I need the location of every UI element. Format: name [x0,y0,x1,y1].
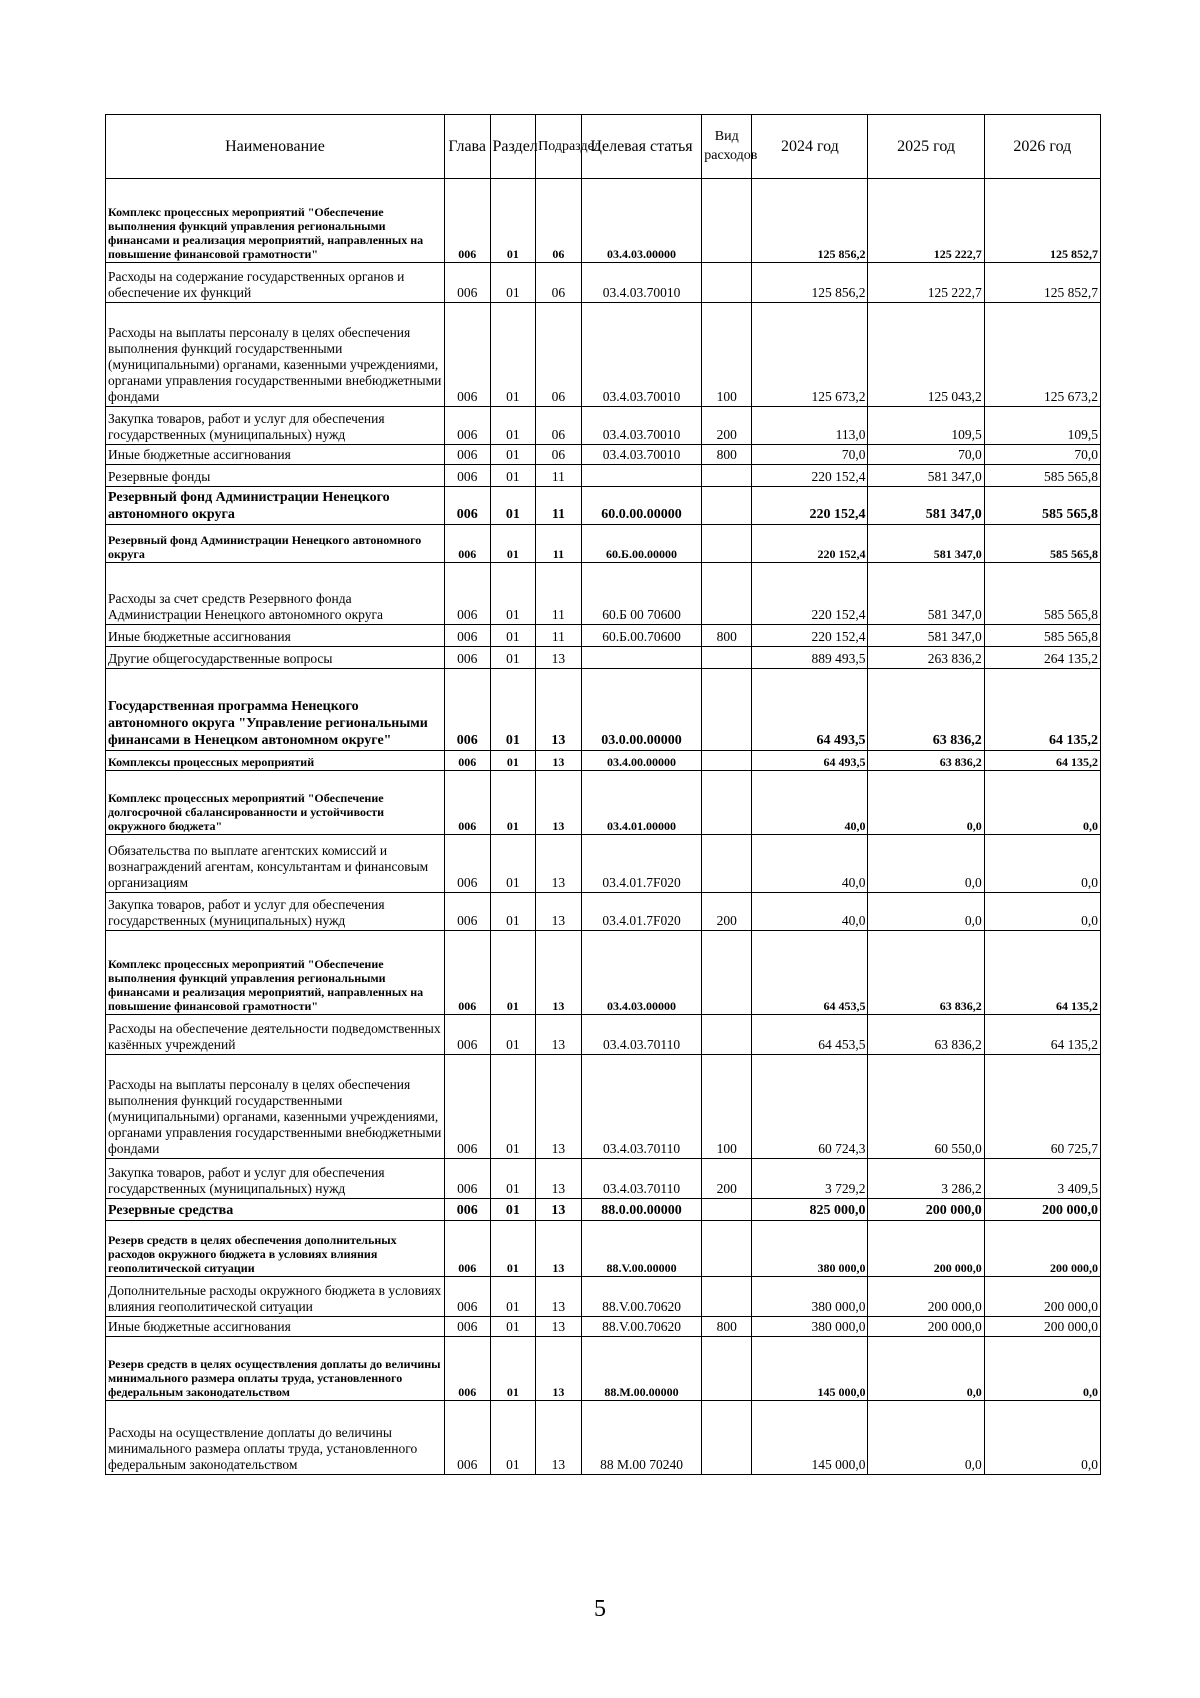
cell-razdel: 01 [490,1159,536,1199]
cell-razdel: 01 [490,1337,536,1401]
cell-vr [702,465,752,487]
cell-glava: 006 [444,1401,490,1475]
cell-y2024: 64 493,5 [752,751,868,771]
cell-y2024: 113,0 [752,407,868,445]
cell-y2025: 63 836,2 [868,751,984,771]
cell-glava: 006 [444,1159,490,1199]
cell-razdel: 01 [490,1317,536,1337]
cell-name: Расходы на выплаты персоналу в целях обеспечения выполнения функций государственными (муниципальными) органами, казенными учреждениями, органами управления государственными внебюджетными фондами [106,303,445,407]
header-name: Наименование [106,115,445,179]
cell-vr: 800 [702,445,752,465]
cell-glava: 006 [444,771,490,835]
cell-podrazdel: 13 [536,931,582,1015]
cell-glava: 006 [444,1337,490,1401]
cell-glava: 006 [444,563,490,625]
cell-podrazdel: 13 [536,835,582,893]
cell-glava: 006 [444,647,490,669]
cell-vr: 200 [702,1159,752,1199]
cell-name: Обязательства по выплате агентских комиссий и вознаграждений агентам, консультантам и финансовым организациям [106,835,445,893]
cell-y2026: 200 000,0 [984,1317,1100,1337]
cell-y2025: 200 000,0 [868,1199,984,1221]
cell-glava: 006 [444,1055,490,1159]
cell-y2024: 125 856,2 [752,179,868,263]
cell-y2024: 3 729,2 [752,1159,868,1199]
cell-y2024: 40,0 [752,835,868,893]
header-razdel: Раздел [490,115,536,179]
header-podrazdel: Подраздел [536,115,582,179]
table-row [106,1055,1101,1159]
cell-y2026: 585 565,8 [984,625,1100,647]
cell-y2025: 0,0 [868,835,984,893]
cell-name: Иные бюджетные ассигнования [106,1317,445,1337]
cell-glava: 006 [444,835,490,893]
cell-podrazdel: 11 [536,465,582,487]
cell-razdel: 01 [490,1277,536,1317]
cell-y2025: 200 000,0 [868,1277,984,1317]
cell-vr [702,931,752,1015]
cell-y2024: 220 152,4 [752,525,868,563]
cell-vr: 200 [702,893,752,931]
cell-podrazdel: 13 [536,1277,582,1317]
cell-y2025: 581 347,0 [868,625,984,647]
table-row [106,669,1101,751]
header-tselevaya: Целевая статья [581,115,702,179]
cell-podrazdel: 11 [536,525,582,563]
cell-name: Резервный фонд Администрации Ненецкого автономного округа [106,525,445,563]
cell-y2026: 0,0 [984,835,1100,893]
cell-cs: 03.4.03.70110 [581,1015,702,1055]
header-2026: 2026 год [984,115,1100,179]
cell-y2024: 145 000,0 [752,1337,868,1401]
cell-glava: 006 [444,1277,490,1317]
page-number: 5 [594,1596,606,1622]
cell-name: Закупка товаров, работ и услуг для обеспечения государственных (муниципальных) нужд [106,1159,445,1199]
cell-podrazdel: 13 [536,1159,582,1199]
table-row [106,303,1101,407]
cell-glava: 006 [444,465,490,487]
table-row [106,407,1101,445]
cell-y2024: 60 724,3 [752,1055,868,1159]
cell-y2026: 125 673,2 [984,303,1100,407]
budget-table-container [105,114,1101,1475]
table-row [106,525,1101,563]
cell-podrazdel: 13 [536,1199,582,1221]
cell-cs: 03.0.00.00000 [581,669,702,751]
table-row [106,893,1101,931]
header-2025: 2025 год [868,115,984,179]
table-row [106,263,1101,303]
cell-vr [702,669,752,751]
cell-vr [702,1401,752,1475]
cell-y2025: 109,5 [868,407,984,445]
cell-y2026: 109,5 [984,407,1100,445]
cell-glava: 006 [444,303,490,407]
cell-y2024: 125 673,2 [752,303,868,407]
cell-y2026: 200 000,0 [984,1277,1100,1317]
cell-podrazdel: 06 [536,445,582,465]
cell-name: Расходы на выплаты персоналу в целях обеспечения выполнения функций государственными (муниципальными) органами, казенными учреждениями, органами управления государственными внебюджетными фондами [106,1055,445,1159]
cell-razdel: 01 [490,1221,536,1277]
budget-table [105,114,1101,1475]
cell-y2026: 585 565,8 [984,487,1100,525]
cell-y2026: 0,0 [984,1401,1100,1475]
cell-y2025: 125 222,7 [868,263,984,303]
cell-name: Комплексы процессных мероприятий [106,751,445,771]
cell-razdel: 01 [490,647,536,669]
cell-razdel: 01 [490,625,536,647]
table-row [106,751,1101,771]
cell-y2025: 581 347,0 [868,487,984,525]
cell-name: Резерв средств в целях осуществления доплаты до величины минимального размера оплаты труда, установленного федеральным законодательством [106,1337,445,1401]
cell-cs: 60.Б 00 70600 [581,563,702,625]
cell-razdel: 01 [490,445,536,465]
cell-cs: 88.V.00.70620 [581,1277,702,1317]
cell-vr [702,525,752,563]
cell-y2024: 220 152,4 [752,563,868,625]
cell-razdel: 01 [490,525,536,563]
cell-podrazdel: 06 [536,263,582,303]
header-glava: Глава [444,115,490,179]
cell-razdel: 01 [490,669,536,751]
cell-podrazdel: 06 [536,179,582,263]
cell-podrazdel: 13 [536,1015,582,1055]
cell-y2024: 64 493,5 [752,669,868,751]
cell-name: Резервный фонд Администрации Ненецкого автономного округа [106,487,445,525]
cell-y2026: 264 135,2 [984,647,1100,669]
cell-y2025: 581 347,0 [868,563,984,625]
cell-y2026: 3 409,5 [984,1159,1100,1199]
cell-podrazdel: 13 [536,1055,582,1159]
table-row [106,1221,1101,1277]
cell-glava: 006 [444,669,490,751]
cell-y2024: 64 453,5 [752,1015,868,1055]
cell-y2025: 63 836,2 [868,669,984,751]
cell-y2026: 125 852,7 [984,263,1100,303]
cell-y2024: 40,0 [752,893,868,931]
cell-cs: 03.4.01.7F020 [581,835,702,893]
table-row [106,1401,1101,1475]
cell-glava: 006 [444,1015,490,1055]
cell-razdel: 01 [490,179,536,263]
cell-cs: 03.4.03.70110 [581,1055,702,1159]
cell-cs: 60.0.00.00000 [581,487,702,525]
cell-razdel: 01 [490,407,536,445]
cell-y2026: 125 852,7 [984,179,1100,263]
cell-y2025: 581 347,0 [868,525,984,563]
cell-podrazdel: 11 [536,625,582,647]
cell-name: Иные бюджетные ассигнования [106,625,445,647]
cell-y2026: 585 565,8 [984,563,1100,625]
cell-y2024: 125 856,2 [752,263,868,303]
cell-glava: 006 [444,487,490,525]
cell-y2025: 0,0 [868,1337,984,1401]
cell-name: Расходы на обеспечение деятельности подведомственных казённых учреждений [106,1015,445,1055]
cell-name: Комплекс процессных мероприятий "Обеспечение выполнения функций управления региональными финансами и реализация мероприятий, направленных на повышение финансовой грамотности" [106,931,445,1015]
cell-cs: 88.M.00.00000 [581,1337,702,1401]
table-row [106,465,1101,487]
cell-y2026: 64 135,2 [984,751,1100,771]
cell-cs: 60.Б.00.00000 [581,525,702,563]
cell-cs: 03.4.03.00000 [581,931,702,1015]
cell-glava: 006 [444,1317,490,1337]
table-row [106,1159,1101,1199]
cell-y2024: 64 453,5 [752,931,868,1015]
cell-podrazdel: 06 [536,407,582,445]
cell-y2026: 585 565,8 [984,465,1100,487]
cell-vr [702,771,752,835]
cell-glava: 006 [444,931,490,1015]
cell-vr [702,1015,752,1055]
cell-y2024: 70,0 [752,445,868,465]
cell-vr [702,1277,752,1317]
cell-y2025: 581 347,0 [868,465,984,487]
cell-vr: 100 [702,1055,752,1159]
cell-razdel: 01 [490,893,536,931]
cell-y2024: 220 152,4 [752,487,868,525]
cell-cs: 88.0.00.00000 [581,1199,702,1221]
cell-name: Дополнительные расходы окружного бюджета в условиях влияния геополитической ситуации [106,1277,445,1317]
cell-y2026: 0,0 [984,893,1100,931]
cell-y2026: 200 000,0 [984,1199,1100,1221]
cell-y2025: 0,0 [868,893,984,931]
cell-vr: 800 [702,625,752,647]
cell-glava: 006 [444,751,490,771]
cell-name: Расходы на осуществление доплаты до величины минимального размера оплаты труда, установленного федеральным законодательством [106,1401,445,1475]
cell-cs: 03.4.01.00000 [581,771,702,835]
cell-cs: 03.4.03.70010 [581,303,702,407]
table-row [106,1199,1101,1221]
cell-razdel: 01 [490,771,536,835]
cell-glava: 006 [444,407,490,445]
cell-razdel: 01 [490,751,536,771]
cell-y2024: 889 493,5 [752,647,868,669]
cell-razdel: 01 [490,487,536,525]
header-vid: Вид расходов [702,115,752,179]
cell-y2025: 125 222,7 [868,179,984,263]
cell-y2025: 0,0 [868,771,984,835]
cell-podrazdel: 13 [536,1401,582,1475]
cell-y2026: 200 000,0 [984,1221,1100,1277]
cell-cs: 03.4.03.70010 [581,407,702,445]
cell-y2024: 220 152,4 [752,625,868,647]
cell-name: Другие общегосударственные вопросы [106,647,445,669]
cell-y2026: 64 135,2 [984,1015,1100,1055]
table-row [106,445,1101,465]
table-row [106,1015,1101,1055]
cell-glava: 006 [444,179,490,263]
cell-vr [702,1221,752,1277]
table-row [106,1337,1101,1401]
cell-glava: 006 [444,263,490,303]
cell-podrazdel: 13 [536,669,582,751]
cell-y2025: 0,0 [868,1401,984,1475]
cell-razdel: 01 [490,1055,536,1159]
cell-y2026: 70,0 [984,445,1100,465]
cell-name: Резервные фонды [106,465,445,487]
cell-razdel: 01 [490,1199,536,1221]
cell-razdel: 01 [490,263,536,303]
table-row [106,625,1101,647]
cell-y2025: 3 286,2 [868,1159,984,1199]
cell-podrazdel: 13 [536,893,582,931]
cell-podrazdel: 13 [536,1337,582,1401]
table-row [106,1277,1101,1317]
cell-glava: 006 [444,625,490,647]
table-row [106,563,1101,625]
table-header-row [106,115,1101,179]
cell-y2025: 263 836,2 [868,647,984,669]
cell-y2026: 585 565,8 [984,525,1100,563]
cell-razdel: 01 [490,1401,536,1475]
cell-y2025: 60 550,0 [868,1055,984,1159]
cell-vr [702,487,752,525]
cell-name: Закупка товаров, работ и услуг для обеспечения государственных (муниципальных) нужд [106,407,445,445]
cell-cs: 88.V.00.70620 [581,1317,702,1337]
cell-y2025: 200 000,0 [868,1317,984,1337]
cell-y2024: 40,0 [752,771,868,835]
cell-y2024: 145 000,0 [752,1401,868,1475]
table-row [106,487,1101,525]
cell-cs: 03.4.03.70010 [581,445,702,465]
cell-podrazdel: 13 [536,751,582,771]
cell-vr [702,563,752,625]
cell-cs: 03.4.03.00000 [581,179,702,263]
cell-name: Резерв средств в целях обеспечения дополнительных расходов окружного бюджета в условиях влияния геополитической ситуации [106,1221,445,1277]
cell-vr [702,835,752,893]
cell-name: Расходы на содержание государственных органов и обеспечение их функций [106,263,445,303]
cell-cs [581,647,702,669]
cell-vr: 800 [702,1317,752,1337]
cell-y2026: 64 135,2 [984,669,1100,751]
cell-y2024: 380 000,0 [752,1317,868,1337]
cell-glava: 006 [444,1199,490,1221]
cell-podrazdel: 06 [536,303,582,407]
cell-podrazdel: 13 [536,647,582,669]
cell-y2026: 64 135,2 [984,931,1100,1015]
cell-y2026: 0,0 [984,771,1100,835]
cell-cs: 88.V.00.00000 [581,1221,702,1277]
cell-y2024: 825 000,0 [752,1199,868,1221]
cell-razdel: 01 [490,303,536,407]
cell-podrazdel: 11 [536,487,582,525]
cell-y2026: 0,0 [984,1337,1100,1401]
cell-razdel: 01 [490,465,536,487]
cell-cs: 88 M.00 70240 [581,1401,702,1475]
cell-y2025: 200 000,0 [868,1221,984,1277]
table-row [106,771,1101,835]
cell-y2024: 220 152,4 [752,465,868,487]
cell-vr: 100 [702,303,752,407]
table-row [106,1317,1101,1337]
cell-razdel: 01 [490,563,536,625]
cell-y2024: 380 000,0 [752,1221,868,1277]
cell-y2025: 125 043,2 [868,303,984,407]
cell-cs: 03.4.03.70110 [581,1159,702,1199]
cell-y2025: 63 836,2 [868,1015,984,1055]
table-body [106,179,1101,1475]
cell-y2024: 380 000,0 [752,1277,868,1317]
cell-podrazdel: 13 [536,1317,582,1337]
cell-cs: 03.4.03.70010 [581,263,702,303]
cell-name: Резервные средства [106,1199,445,1221]
table-row [106,179,1101,263]
cell-cs: 60.Б.00.70600 [581,625,702,647]
cell-name: Расходы за счет средств Резервного фонда Администрации Ненецкого автономного округа [106,563,445,625]
cell-razdel: 01 [490,1015,536,1055]
cell-cs [581,465,702,487]
cell-glava: 006 [444,893,490,931]
table-row [106,647,1101,669]
table-row [106,931,1101,1015]
cell-name: Комплекс процессных мероприятий "Обеспечение выполнения функций управления региональными финансами и реализация мероприятий, направленных на повышение финансовой грамотности" [106,179,445,263]
cell-vr [702,179,752,263]
cell-y2025: 70,0 [868,445,984,465]
cell-razdel: 01 [490,931,536,1015]
cell-podrazdel: 13 [536,1221,582,1277]
cell-glava: 006 [444,1221,490,1277]
cell-glava: 006 [444,445,490,465]
cell-name: Комплекс процессных мероприятий "Обеспечение долгосрочной сбалансированности и устойчивости окружного бюджета" [106,771,445,835]
cell-vr [702,647,752,669]
cell-cs: 03.4.01.7F020 [581,893,702,931]
cell-vr [702,1199,752,1221]
cell-y2025: 63 836,2 [868,931,984,1015]
cell-podrazdel: 13 [536,771,582,835]
header-2024: 2024 год [752,115,868,179]
cell-vr [702,263,752,303]
cell-cs: 03.4.00.00000 [581,751,702,771]
cell-vr [702,751,752,771]
cell-name: Закупка товаров, работ и услуг для обеспечения государственных (муниципальных) нужд [106,893,445,931]
cell-name: Государственная программа Ненецкого автономного округа "Управление региональными финансами в Ненецком автономном округе" [106,669,445,751]
cell-vr [702,1337,752,1401]
cell-vr: 200 [702,407,752,445]
cell-razdel: 01 [490,835,536,893]
cell-glava: 006 [444,525,490,563]
cell-y2026: 60 725,7 [984,1055,1100,1159]
cell-podrazdel: 11 [536,563,582,625]
cell-name: Иные бюджетные ассигнования [106,445,445,465]
table-row [106,835,1101,893]
